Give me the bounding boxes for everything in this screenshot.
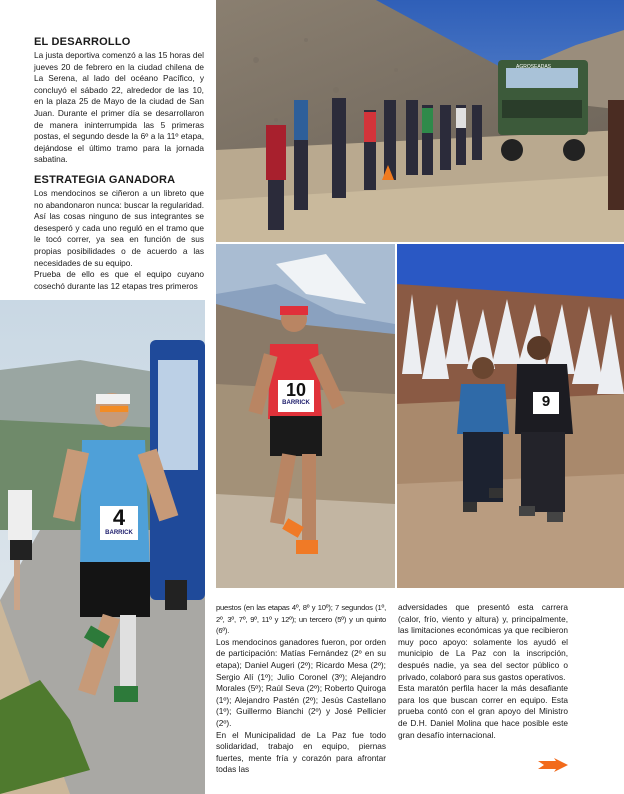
bib-center-brand: BARRICK [282,400,310,406]
paragraph-col2-winners: Los mendocinos ganadores fueron, por orden de participación: Matías Fernández (2º en su etapa); Daniel Augeri (2º); Ricardo Mesa (2º); Sergio Alí (1º); Julio Coronel (3º); Alejandro Morales (5º); Raúl Seva (2º); Roberto Quiroga (1º); Alejandro Pastén (2º); Jesús Castellano (1º); Guillermo Bianchi (2º) y José Pellicier (2º). [216,636,386,728]
article-text-col3 [398,602,568,741]
photo-runners-penitentes [397,244,624,588]
next-page-arrow-icon[interactable] [538,758,568,772]
paragraph-col2-line1: puestos (en las etapas 4º, 8º y 10º); 7 segundos (1º, 2º, 3º, 7º, 9º, 11º y 12º); un tercero (5º) y un quinto (6º). [216,603,386,636]
photo-team-on-mountain-road [216,0,624,242]
section-heading-desarrollo: EL DESARROLLO [34,36,131,48]
bib-center-number: 10 [285,380,307,400]
article-text-col2 [216,602,386,776]
truck-sign: AGROSEADAS [516,64,552,70]
photo-runner-bib-4 [0,300,205,794]
paragraph-estrategia-2: Prueba de ello es que el equipo cuyano cosechó durante las 12 etapas tres primeros [34,269,204,291]
paragraph-col3-desafio: Esta maratón perfila hacer la más desafiante para los que buscan correr en equipo. Esta prueba contó con el gran apoyo del Ministro de D.H. Daniel Molina que hace posible este gran desafío internacional. [398,683,568,740]
article-text-top [34,36,204,292]
bib-left-brand: BARRICK [105,530,133,536]
paragraph-estrategia: Los mendocinos se ciñeron a un libreto que no abandonaron nunca: buscar la regularidad. Así las cosas ninguno de sus integrantes se desesperó y cada uno reguló en el tramo que le tocó correr, ya sea en función de sus propias posibilidades o de acuerdo a las necesidades de su equipo. [34,187,204,268]
bib-left-number: 4 [112,505,126,530]
section-heading-estrategia: ESTRATEGIA GANADORA [34,173,176,186]
bib-center [278,380,314,412]
paragraph-col2-lapaz: En el Municipalidad de La Paz fue todo solidaridad, trabajo en equipo, piernas fuertes, mente fría y corazón para afrontar todas las [216,729,386,775]
bib-right-number: 9 [541,393,551,410]
bib-right [533,392,559,414]
paragraph-col3-adversidades: adversidades que presentó esta carrera (calor, frío, viento y altura) y, principalmente, las limitaciones económicas ya que recibieron muy poco apoyo: solamente los ayudó el municipio de La Paz con la inscripción, después nadie, ya sea del sector público o privado, colaboró para sus gastos operativos. [398,602,568,682]
paragraph-desarrollo: La justa deportiva comenzó a las 15 horas del jueves 20 de febrero en la ciudad chilena de La Serena, al lado del océano Pacífico, y concluyó el sábado 22, alrededor de las 10, en la plaza 25 de Mayo de la ciudad de San Juan. Durante el primer día se desarrollaron de manera ininterrumpida las 5 primeras postas, el segundo desde la 6º a la 11º etapa, dejándose el último tramo para la jornada sabatina. [34,50,204,165]
photo-runner-bib-10 [216,244,395,588]
bib-left [100,506,138,540]
